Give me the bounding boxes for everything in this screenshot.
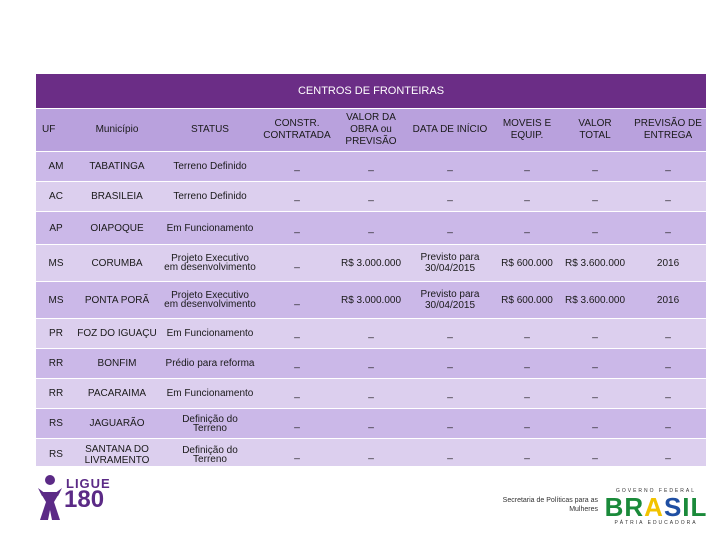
cell-entrega: 2016 — [630, 282, 706, 319]
cell-municipio: PACARAIMA — [72, 379, 162, 409]
table-row — [36, 282, 706, 319]
cell-municipio: CORUMBA — [72, 245, 162, 282]
cell-constr: _ — [258, 245, 336, 282]
cell-status: Prédio para reforma — [162, 349, 258, 379]
header-valor-total: VALOR TOTAL — [560, 109, 630, 152]
cell-municipio: TABATINGA — [72, 152, 162, 182]
cell-valor-obra: _ — [336, 409, 406, 439]
cell-municipio: BRASILEIA — [72, 182, 162, 212]
cell-valor-obra: _ — [336, 212, 406, 245]
cell-municipio: OIAPOQUE — [72, 212, 162, 245]
cell-uf: MS — [36, 282, 72, 319]
cell-valor-total: _ — [560, 319, 630, 349]
cell-status: Em Funcionamento — [162, 379, 258, 409]
cell-constr: _ — [258, 212, 336, 245]
cell-valor-obra: _ — [336, 319, 406, 349]
cell-data-inicio: _ — [406, 152, 494, 182]
cell-moveis: R$ 600.000 — [494, 245, 560, 282]
header-entrega: PREVISÃO DE ENTREGA — [630, 109, 706, 152]
cell-entrega: _ — [630, 379, 706, 409]
header-status: STATUS — [162, 109, 258, 152]
cell-constr: _ — [258, 409, 336, 439]
fronteiras-table — [36, 74, 706, 471]
cell-moveis: _ — [494, 319, 560, 349]
cell-moveis: _ — [494, 152, 560, 182]
cell-status: Em Funcionamento — [162, 319, 258, 349]
header-valor-obra: VALOR DA OBRA ou PREVISÃO — [336, 109, 406, 152]
cell-uf: AP — [36, 212, 72, 245]
secretaria-text: Secretaria de Políticas para as Mulheres — [502, 497, 598, 513]
cell-status: Definição do Terreno — [162, 439, 258, 471]
cell-uf: RR — [36, 349, 72, 379]
cell-municipio: BONFIM — [72, 349, 162, 379]
cell-uf: MS — [36, 245, 72, 282]
cell-status: Terreno Definido — [162, 182, 258, 212]
cell-moveis: _ — [494, 182, 560, 212]
cell-valor-obra: R$ 3.000.000 — [336, 282, 406, 319]
cell-valor-obra: R$ 3.000.000 — [336, 245, 406, 282]
cell-uf: AM — [36, 152, 72, 182]
table-row — [36, 319, 706, 349]
cell-uf: RS — [36, 409, 72, 439]
cell-moveis: _ — [494, 349, 560, 379]
cell-valor-total: _ — [560, 439, 630, 471]
cell-moveis: _ — [494, 212, 560, 245]
cell-valor-total: _ — [560, 182, 630, 212]
cell-constr: _ — [258, 439, 336, 471]
cell-constr: _ — [258, 182, 336, 212]
cell-constr: _ — [258, 349, 336, 379]
cell-entrega: _ — [630, 439, 706, 471]
cell-status: Definição do Terreno — [162, 409, 258, 439]
cell-data-inicio: _ — [406, 349, 494, 379]
cell-municipio: PONTA PORÃ — [72, 282, 162, 319]
cell-moveis: R$ 600.000 — [494, 282, 560, 319]
cell-data-inicio: _ — [406, 409, 494, 439]
cell-constr: _ — [258, 319, 336, 349]
cell-valor-total: R$ 3.600.000 — [560, 282, 630, 319]
cell-entrega: _ — [630, 409, 706, 439]
ligue-word: LIGUE — [66, 476, 111, 491]
table-row — [36, 245, 706, 282]
cell-data-inicio: _ — [406, 182, 494, 212]
cell-moveis: _ — [494, 409, 560, 439]
cell-entrega: _ — [630, 152, 706, 182]
cell-moveis: _ — [494, 379, 560, 409]
cell-data-inicio: _ — [406, 439, 494, 471]
cell-entrega: _ — [630, 182, 706, 212]
cell-constr: _ — [258, 152, 336, 182]
cell-entrega: 2016 — [630, 245, 706, 282]
table-title: CENTROS DE FRONTEIRAS — [36, 74, 706, 109]
table-body — [36, 152, 706, 471]
cell-data-inicio: Previsto para 30/04/2015 — [406, 245, 494, 282]
table-row — [36, 182, 706, 212]
cell-data-inicio: Previsto para 30/04/2015 — [406, 282, 494, 319]
cell-valor-obra: _ — [336, 182, 406, 212]
table-row — [36, 379, 706, 409]
cell-moveis: _ — [494, 439, 560, 471]
header-uf: UF — [36, 109, 72, 152]
brasil-logo — [604, 488, 708, 528]
cell-valor-total: _ — [560, 152, 630, 182]
cell-valor-obra: _ — [336, 152, 406, 182]
cell-data-inicio: _ — [406, 212, 494, 245]
cell-data-inicio: _ — [406, 319, 494, 349]
patria-educadora-text: PÁTRIA EDUCADORA — [614, 520, 698, 526]
gov-federal-text: GOVERNO FEDERAL — [615, 488, 696, 494]
brasil-word: BRASIL — [604, 492, 708, 522]
cell-valor-obra: _ — [336, 439, 406, 471]
fronteiras-table-container — [36, 74, 706, 471]
cell-municipio: SANTANA DO LIVRAMENTO — [72, 439, 162, 471]
table-row — [36, 152, 706, 182]
cell-uf: PR — [36, 319, 72, 349]
table-header-row — [36, 109, 706, 152]
cell-valor-total: _ — [560, 379, 630, 409]
cell-status: Projeto Executivo em desenvolvimento — [162, 245, 258, 282]
cell-entrega: _ — [630, 319, 706, 349]
cell-status: Terreno Definido — [162, 152, 258, 182]
cell-data-inicio: _ — [406, 379, 494, 409]
left-strip — [0, 74, 36, 466]
cell-valor-obra: _ — [336, 379, 406, 409]
table-title-row — [36, 74, 706, 109]
cell-municipio: JAGUARÃO — [72, 409, 162, 439]
ligue-number: 180 — [64, 486, 105, 513]
cell-status: Em Funcionamento — [162, 212, 258, 245]
cell-municipio: FOZ DO IGUAÇU — [72, 319, 162, 349]
cell-valor-total: _ — [560, 349, 630, 379]
table-row — [36, 409, 706, 439]
cell-valor-total: _ — [560, 212, 630, 245]
header-data-inicio: DATA DE INÍCIO — [406, 109, 494, 152]
cell-entrega: _ — [630, 212, 706, 245]
table-row — [36, 212, 706, 245]
cell-constr: _ — [258, 282, 336, 319]
cell-valor-total: _ — [560, 409, 630, 439]
cell-entrega: _ — [630, 349, 706, 379]
header-moveis: MOVEIS E EQUIP. — [494, 109, 560, 152]
header-municipio: Município — [72, 109, 162, 152]
table-row — [36, 349, 706, 379]
cell-uf: AC — [36, 182, 72, 212]
cell-valor-total: R$ 3.600.000 — [560, 245, 630, 282]
footer — [0, 466, 720, 540]
cell-status: Projeto Executivo em desenvolvimento — [162, 282, 258, 319]
cell-uf: RR — [36, 379, 72, 409]
cell-constr: _ — [258, 379, 336, 409]
cell-valor-obra: _ — [336, 349, 406, 379]
cell-uf: RS — [36, 439, 72, 471]
header-constr: CONSTR. CONTRATADA — [258, 109, 336, 152]
